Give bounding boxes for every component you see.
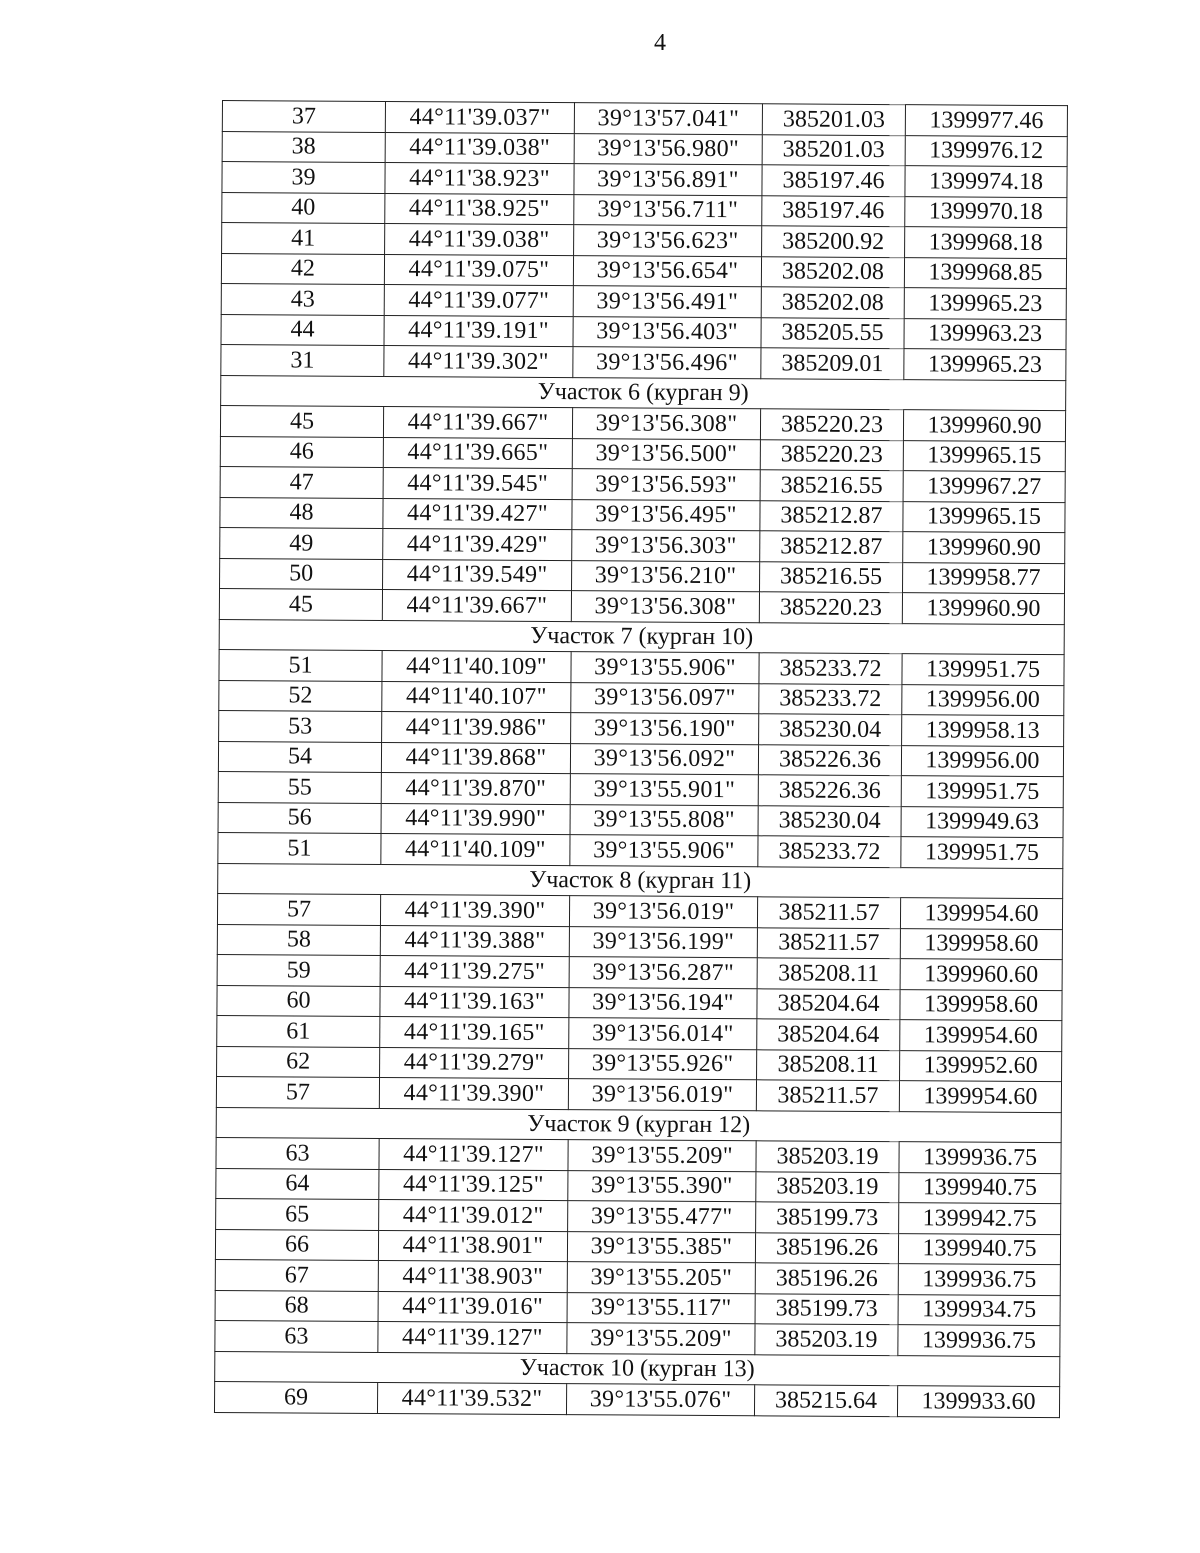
longitude-cell: 39°13'55.906" — [570, 835, 758, 867]
x-coordinate-cell: 385230.04 — [759, 714, 902, 745]
point-number-cell: 62 — [217, 1046, 380, 1077]
latitude-cell: 44°11'40.107" — [382, 681, 571, 713]
point-number-cell: 44 — [221, 314, 384, 345]
point-number-cell: 52 — [219, 680, 382, 711]
point-number-cell: 61 — [217, 1015, 380, 1046]
table-row — [214, 1381, 1059, 1417]
y-coordinate-cell: 1399951.75 — [901, 776, 1063, 807]
x-coordinate-cell: 385204.64 — [757, 988, 900, 1019]
y-coordinate-cell: 1399960.90 — [903, 532, 1065, 563]
point-number-cell: 40 — [222, 192, 385, 223]
latitude-cell: 44°11'39.279" — [380, 1047, 569, 1079]
latitude-cell: 44°11'39.427" — [383, 498, 572, 530]
longitude-cell: 39°13'55.209" — [567, 1323, 755, 1355]
longitude-cell: 39°13'56.199" — [569, 926, 757, 958]
latitude-cell: 44°11'39.038" — [385, 132, 574, 164]
longitude-cell: 39°13'56.019" — [568, 1079, 756, 1111]
point-number-cell: 54 — [218, 741, 381, 772]
latitude-cell: 44°11'39.545" — [383, 467, 572, 499]
longitude-cell: 39°13'56.287" — [569, 957, 757, 989]
longitude-cell: 39°13'56.623" — [574, 225, 762, 257]
section-title: Участок 9 (курган 12) — [216, 1107, 1061, 1143]
latitude-cell: 44°11'39.191" — [384, 315, 573, 347]
longitude-cell: 39°13'56.403" — [573, 316, 761, 348]
latitude-cell: 44°11'39.665" — [383, 437, 572, 469]
point-number-cell: 53 — [219, 710, 382, 741]
coordinates-table-wrapper — [214, 100, 1072, 1418]
point-number-cell: 51 — [219, 649, 382, 680]
y-coordinate-cell: 1399977.46 — [905, 105, 1067, 136]
coordinates-table-body — [214, 101, 1067, 1418]
latitude-cell: 44°11'38.923" — [385, 162, 574, 194]
longitude-cell: 39°13'56.496" — [573, 347, 761, 379]
longitude-cell: 39°13'56.014" — [569, 1018, 757, 1050]
y-coordinate-cell: 1399952.60 — [900, 1050, 1062, 1081]
latitude-cell: 44°11'39.388" — [380, 925, 569, 957]
longitude-cell: 39°13'55.901" — [570, 774, 758, 806]
longitude-cell: 39°13'56.891" — [574, 164, 762, 196]
y-coordinate-cell: 1399967.27 — [903, 471, 1065, 502]
longitude-cell: 39°13'56.654" — [573, 255, 761, 287]
x-coordinate-cell: 385203.19 — [756, 1141, 899, 1172]
section-title: Участок 6 (курган 9) — [221, 375, 1066, 411]
point-number-cell: 56 — [218, 802, 381, 833]
latitude-cell: 44°11'39.302" — [384, 345, 573, 377]
latitude-cell: 44°11'39.165" — [380, 1016, 569, 1048]
y-coordinate-cell: 1399968.18 — [905, 227, 1067, 258]
point-number-cell: 64 — [216, 1168, 379, 1199]
latitude-cell: 44°11'39.037" — [385, 101, 574, 133]
x-coordinate-cell: 385212.87 — [760, 531, 903, 562]
point-number-cell: 31 — [221, 344, 384, 375]
point-number-cell: 50 — [220, 558, 383, 589]
point-number-cell: 65 — [216, 1198, 379, 1229]
y-coordinate-cell: 1399958.60 — [900, 928, 1062, 959]
latitude-cell: 44°11'40.109" — [382, 650, 571, 682]
y-coordinate-cell: 1399954.60 — [900, 898, 1062, 929]
point-number-cell: 45 — [219, 588, 382, 619]
longitude-cell: 39°13'57.041" — [574, 103, 762, 135]
y-coordinate-cell: 1399958.77 — [903, 562, 1065, 593]
point-number-cell: 38 — [222, 131, 385, 162]
latitude-cell: 44°11'40.109" — [381, 833, 570, 865]
x-coordinate-cell: 385205.55 — [761, 317, 904, 348]
x-coordinate-cell: 385211.57 — [757, 927, 900, 958]
point-number-cell: 55 — [218, 771, 381, 802]
x-coordinate-cell: 385196.26 — [755, 1232, 898, 1263]
x-coordinate-cell: 385215.64 — [754, 1385, 897, 1416]
y-coordinate-cell: 1399968.85 — [904, 257, 1066, 288]
point-number-cell: 68 — [215, 1290, 378, 1321]
latitude-cell: 44°11'39.163" — [380, 986, 569, 1018]
point-number-cell: 57 — [216, 1076, 379, 1107]
page-number: 4 — [654, 30, 666, 56]
longitude-cell: 39°13'56.495" — [572, 499, 760, 531]
x-coordinate-cell: 385199.73 — [755, 1293, 898, 1324]
section-title: Участок 10 (курган 13) — [215, 1351, 1060, 1387]
longitude-cell: 39°13'56.491" — [573, 286, 761, 318]
point-number-cell: 66 — [215, 1229, 378, 1260]
latitude-cell: 44°11'39.016" — [378, 1291, 567, 1323]
y-coordinate-cell: 1399956.00 — [901, 745, 1063, 776]
longitude-cell: 39°13'56.308" — [572, 408, 760, 440]
latitude-cell: 44°11'39.990" — [381, 803, 570, 835]
point-number-cell: 63 — [216, 1137, 379, 1168]
latitude-cell: 44°11'39.127" — [379, 1138, 568, 1170]
longitude-cell: 39°13'56.210" — [572, 560, 760, 592]
latitude-cell: 44°11'38.925" — [385, 193, 574, 225]
x-coordinate-cell: 385220.23 — [760, 409, 903, 440]
longitude-cell: 39°13'55.906" — [571, 652, 759, 684]
x-coordinate-cell: 385211.57 — [756, 1080, 899, 1111]
longitude-cell: 39°13'56.019" — [569, 896, 757, 928]
x-coordinate-cell: 385196.26 — [755, 1263, 898, 1294]
longitude-cell: 39°13'55.477" — [568, 1201, 756, 1233]
point-number-cell: 48 — [220, 497, 383, 528]
latitude-cell: 44°11'39.077" — [384, 284, 573, 316]
longitude-cell: 39°13'56.303" — [572, 530, 760, 562]
x-coordinate-cell: 385204.64 — [757, 1019, 900, 1050]
point-number-cell: 47 — [220, 466, 383, 497]
x-coordinate-cell: 385233.72 — [759, 653, 902, 684]
longitude-cell: 39°13'55.117" — [567, 1292, 755, 1324]
y-coordinate-cell: 1399936.75 — [898, 1264, 1060, 1295]
x-coordinate-cell: 385209.01 — [761, 348, 904, 379]
y-coordinate-cell: 1399940.75 — [898, 1233, 1060, 1264]
x-coordinate-cell: 385201.03 — [762, 104, 905, 135]
coordinates-table — [214, 100, 1068, 1418]
latitude-cell: 44°11'38.901" — [378, 1230, 567, 1262]
y-coordinate-cell: 1399954.60 — [900, 1020, 1062, 1051]
point-number-cell: 58 — [217, 924, 380, 955]
x-coordinate-cell: 385226.36 — [758, 775, 901, 806]
x-coordinate-cell: 385202.08 — [761, 256, 904, 287]
longitude-cell: 39°13'55.926" — [569, 1048, 757, 1080]
y-coordinate-cell: 1399965.15 — [903, 501, 1065, 532]
x-coordinate-cell: 385216.55 — [760, 561, 903, 592]
x-coordinate-cell: 385199.73 — [756, 1202, 899, 1233]
y-coordinate-cell: 1399936.75 — [899, 1142, 1061, 1173]
y-coordinate-cell: 1399954.60 — [899, 1081, 1061, 1112]
x-coordinate-cell: 385230.04 — [758, 805, 901, 836]
point-number-cell: 69 — [214, 1381, 377, 1412]
point-number-cell: 37 — [222, 101, 385, 132]
latitude-cell: 44°11'39.390" — [379, 1077, 568, 1109]
longitude-cell: 39°13'56.190" — [571, 713, 759, 745]
x-coordinate-cell: 385220.23 — [760, 439, 903, 470]
longitude-cell: 39°13'55.390" — [568, 1170, 756, 1202]
latitude-cell: 44°11'39.038" — [385, 223, 574, 255]
latitude-cell: 44°11'39.429" — [383, 528, 572, 560]
x-coordinate-cell: 385201.03 — [762, 134, 905, 165]
longitude-cell: 39°13'55.076" — [566, 1384, 754, 1416]
y-coordinate-cell: 1399958.60 — [900, 989, 1062, 1020]
y-coordinate-cell: 1399960.90 — [903, 410, 1065, 441]
y-coordinate-cell: 1399951.75 — [901, 837, 1063, 868]
latitude-cell: 44°11'39.075" — [384, 254, 573, 286]
y-coordinate-cell: 1399940.75 — [899, 1172, 1061, 1203]
point-number-cell: 57 — [217, 893, 380, 924]
longitude-cell: 39°13'55.808" — [570, 804, 758, 836]
y-coordinate-cell: 1399933.60 — [897, 1386, 1059, 1417]
y-coordinate-cell: 1399965.23 — [904, 349, 1066, 380]
y-coordinate-cell: 1399965.23 — [904, 288, 1066, 319]
latitude-cell: 44°11'39.125" — [379, 1169, 568, 1201]
point-number-cell: 51 — [218, 832, 381, 863]
x-coordinate-cell: 385197.46 — [762, 195, 905, 226]
longitude-cell: 39°13'55.209" — [568, 1140, 756, 1172]
point-number-cell: 41 — [222, 223, 385, 254]
x-coordinate-cell: 385216.55 — [760, 470, 903, 501]
latitude-cell: 44°11'39.870" — [381, 772, 570, 804]
y-coordinate-cell: 1399949.63 — [901, 806, 1063, 837]
longitude-cell: 39°13'56.097" — [571, 682, 759, 714]
point-number-cell: 43 — [221, 283, 384, 314]
point-number-cell: 59 — [217, 954, 380, 985]
y-coordinate-cell: 1399970.18 — [905, 196, 1067, 227]
y-coordinate-cell: 1399960.60 — [900, 959, 1062, 990]
latitude-cell: 44°11'39.986" — [382, 711, 571, 743]
point-number-cell: 45 — [220, 405, 383, 436]
longitude-cell: 39°13'56.308" — [571, 591, 759, 623]
point-number-cell: 46 — [220, 436, 383, 467]
y-coordinate-cell: 1399960.90 — [902, 593, 1064, 624]
latitude-cell: 44°11'39.868" — [381, 742, 570, 774]
point-number-cell: 60 — [217, 985, 380, 1016]
x-coordinate-cell: 385208.11 — [757, 1049, 900, 1080]
y-coordinate-cell: 1399934.75 — [898, 1294, 1060, 1325]
x-coordinate-cell: 385211.57 — [757, 897, 900, 928]
point-number-cell: 42 — [221, 253, 384, 284]
y-coordinate-cell: 1399974.18 — [905, 166, 1067, 197]
x-coordinate-cell: 385208.11 — [757, 958, 900, 989]
y-coordinate-cell: 1399976.12 — [905, 135, 1067, 166]
y-coordinate-cell: 1399951.75 — [902, 654, 1064, 685]
y-coordinate-cell: 1399942.75 — [899, 1203, 1061, 1234]
x-coordinate-cell: 385220.23 — [759, 592, 902, 623]
longitude-cell: 39°13'56.711" — [574, 194, 762, 226]
longitude-cell: 39°13'56.980" — [574, 133, 762, 165]
latitude-cell: 44°11'38.903" — [378, 1260, 567, 1292]
latitude-cell: 44°11'39.127" — [378, 1321, 567, 1353]
point-number-cell: 49 — [220, 527, 383, 558]
x-coordinate-cell: 385203.19 — [755, 1324, 898, 1355]
x-coordinate-cell: 385197.46 — [762, 165, 905, 196]
longitude-cell: 39°13'55.205" — [567, 1262, 755, 1294]
longitude-cell: 39°13'56.194" — [569, 987, 757, 1019]
section-title: Участок 7 (курган 10) — [219, 619, 1064, 655]
latitude-cell: 44°11'39.667" — [383, 406, 572, 438]
x-coordinate-cell: 385233.72 — [759, 683, 902, 714]
x-coordinate-cell: 385202.08 — [761, 287, 904, 318]
x-coordinate-cell: 385233.72 — [758, 836, 901, 867]
longitude-cell: 39°13'55.385" — [567, 1231, 755, 1263]
section-title: Участок 8 (курган 11) — [218, 863, 1063, 899]
x-coordinate-cell: 385203.19 — [756, 1171, 899, 1202]
longitude-cell: 39°13'56.500" — [572, 438, 760, 470]
y-coordinate-cell: 1399958.13 — [902, 715, 1064, 746]
longitude-cell: 39°13'56.092" — [570, 743, 758, 775]
x-coordinate-cell: 385212.87 — [760, 500, 903, 531]
x-coordinate-cell: 385226.36 — [758, 744, 901, 775]
y-coordinate-cell: 1399963.23 — [904, 318, 1066, 349]
latitude-cell: 44°11'39.549" — [383, 559, 572, 591]
point-number-cell: 39 — [222, 162, 385, 193]
latitude-cell: 44°11'39.012" — [379, 1199, 568, 1231]
x-coordinate-cell: 385200.92 — [762, 226, 905, 257]
latitude-cell: 44°11'39.390" — [380, 894, 569, 926]
longitude-cell: 39°13'56.593" — [572, 469, 760, 501]
point-number-cell: 67 — [215, 1259, 378, 1290]
point-number-cell: 63 — [215, 1320, 378, 1351]
latitude-cell: 44°11'39.532" — [377, 1382, 566, 1414]
y-coordinate-cell: 1399965.15 — [903, 440, 1065, 471]
y-coordinate-cell: 1399936.75 — [898, 1325, 1060, 1356]
latitude-cell: 44°11'39.275" — [380, 955, 569, 987]
latitude-cell: 44°11'39.667" — [382, 589, 571, 621]
y-coordinate-cell: 1399956.00 — [902, 684, 1064, 715]
